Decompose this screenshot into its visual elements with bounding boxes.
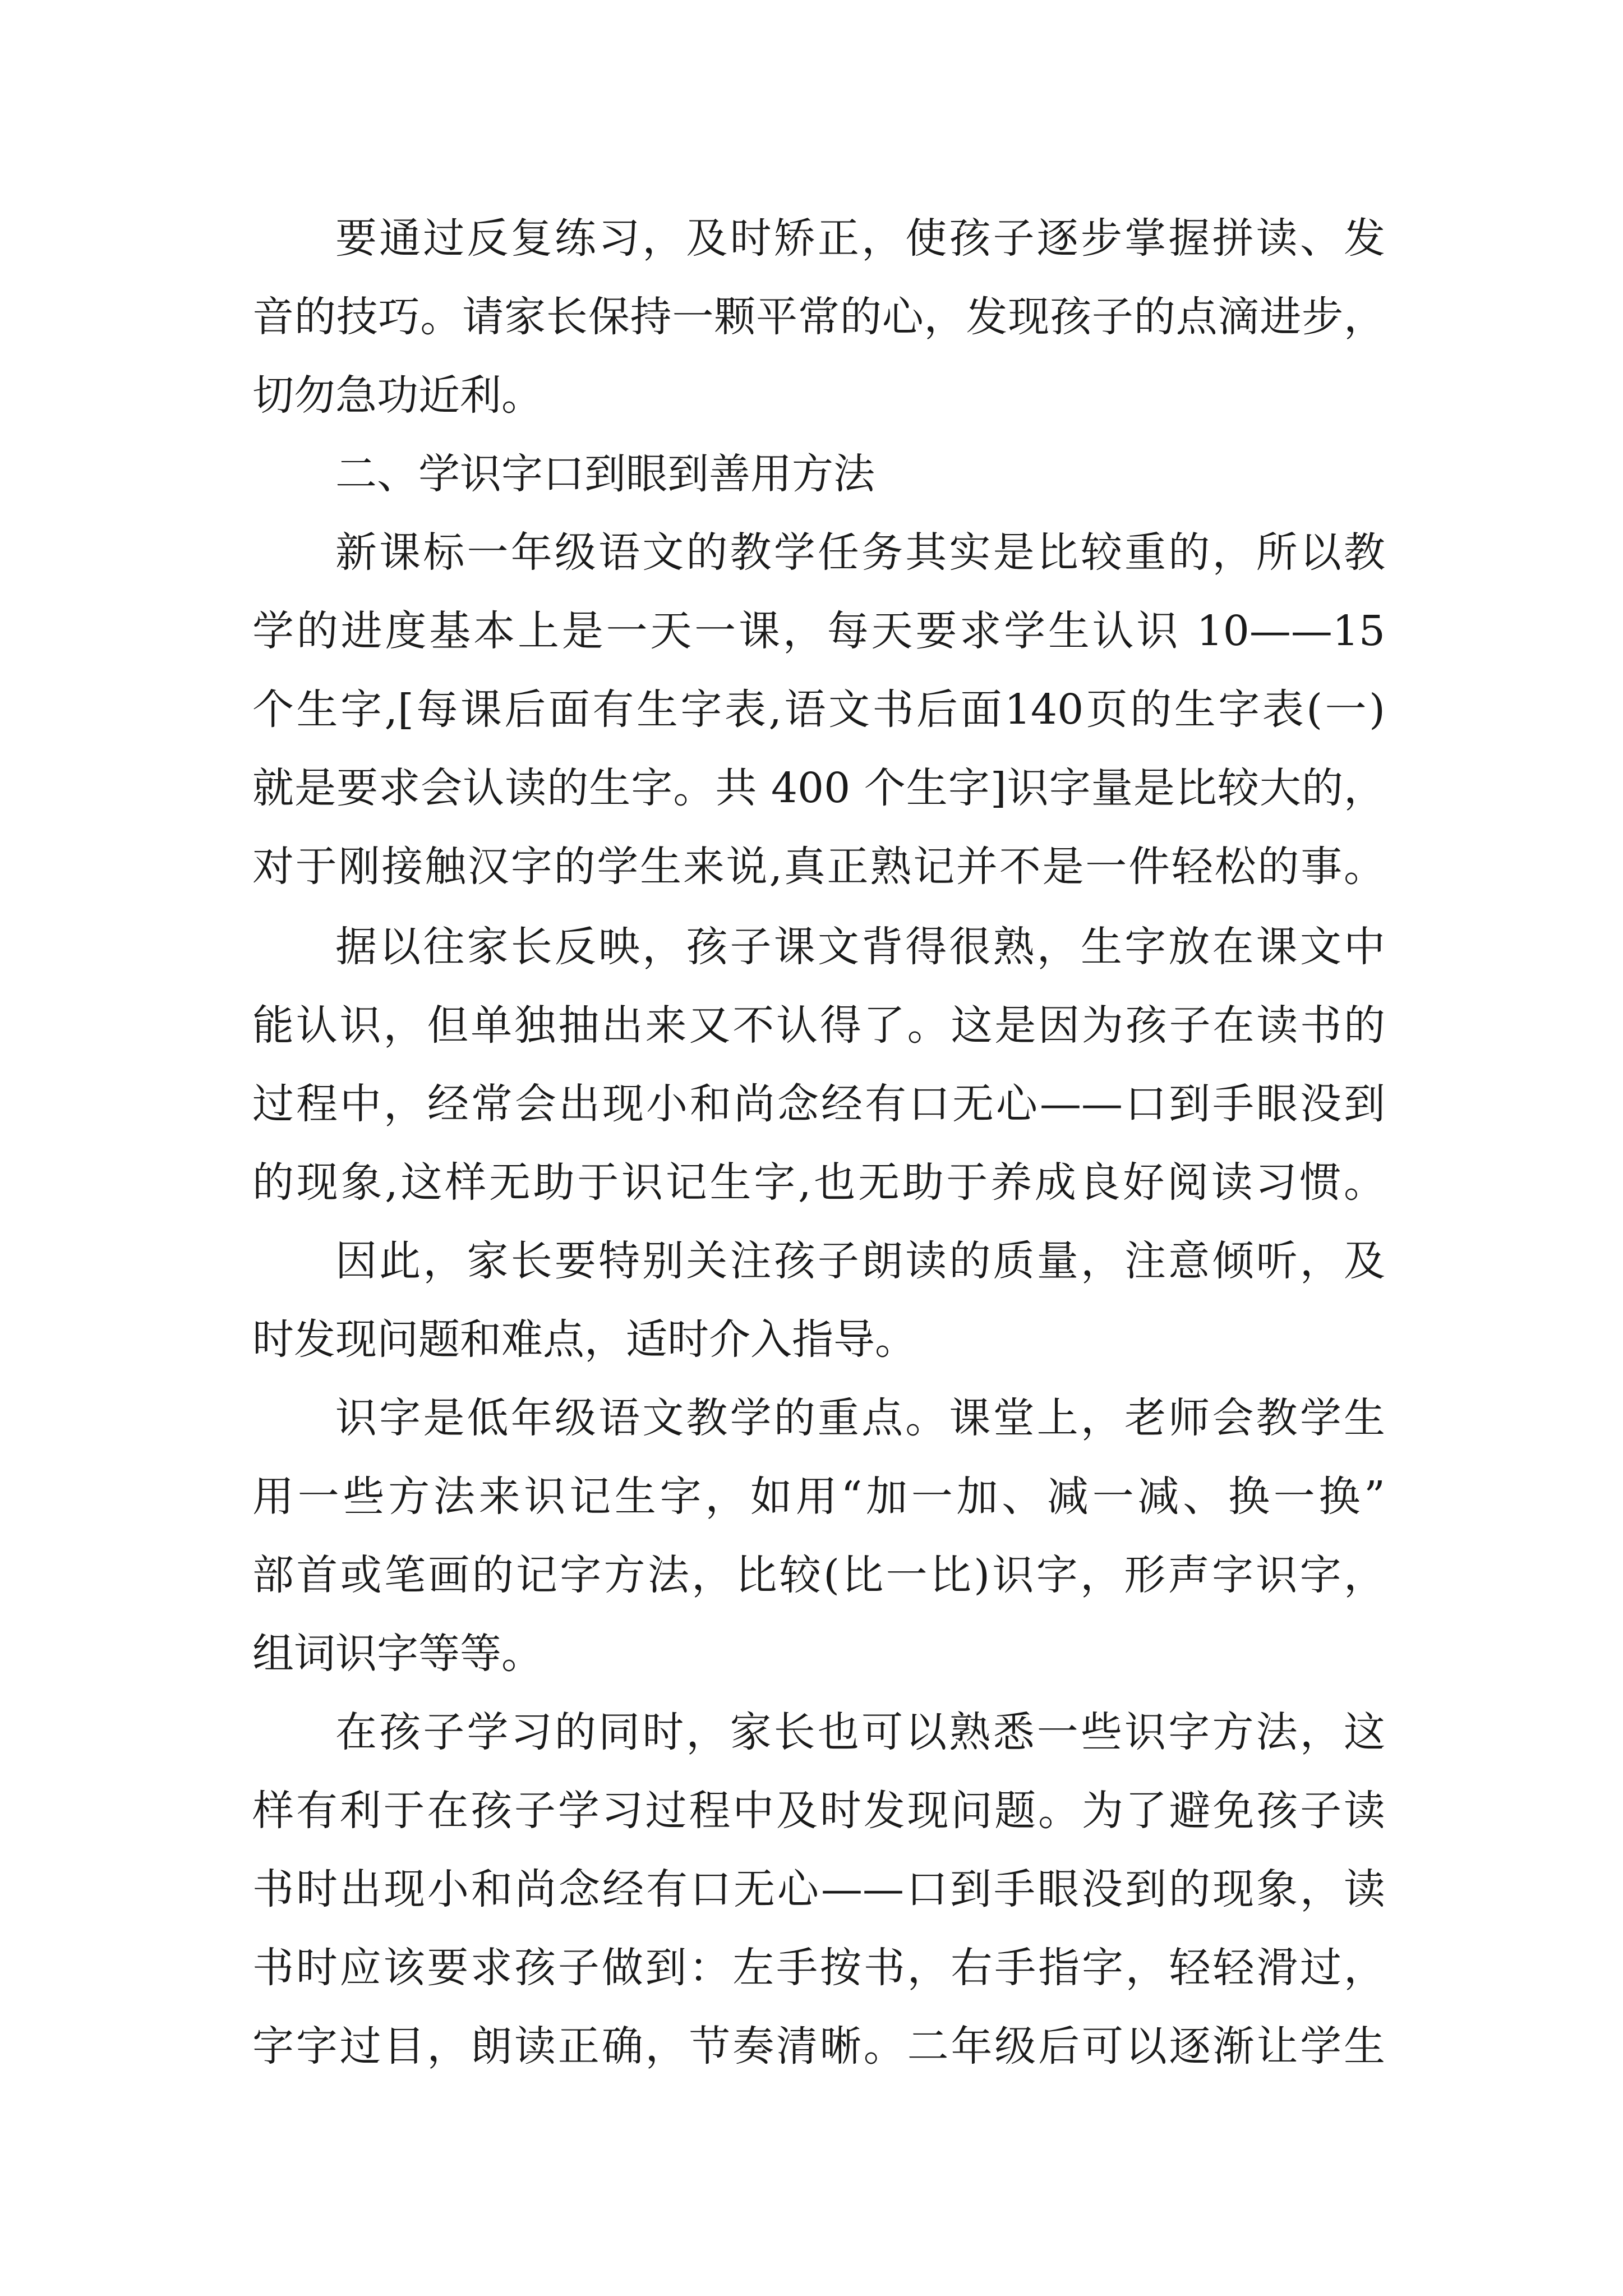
text-line: 能认识，但单独抽出来又不认得了。这是因为孩子在读书的 (252, 1001, 1385, 1050)
text-line: 新课标一年级语文的教学任务其实是比较重的，所以教 (335, 528, 1385, 577)
text-line: 在孩子学习的同时，家长也可以熟悉一些识字方法，这 (335, 1708, 1385, 1756)
text-line: 书时应该要求孩子做到：左手按书，右手指字，轻轻滑过， (252, 1944, 1385, 1992)
text-line: 时发现问题和难点，适时介入指导。 (252, 1315, 916, 1364)
text-line: 样有利于在孩子学习过程中及时发现问题。为了避免孩子读 (252, 1787, 1385, 1835)
text-line: 字字过目，朗读正确，节奏清晰。二年级后可以逐渐让学生 (252, 2022, 1385, 2070)
text-line: 切勿急功近利。 (252, 371, 543, 420)
text-line: 就是要求会认读的生字。共 400 个生字]识字量是比较大的， (252, 764, 1385, 812)
text-line: 据以往家长反映，孩子课文背得很熟，生字放在课文中 (335, 923, 1385, 971)
text-line: 要通过反复练习，及时矫正，使孩子逐步掌握拼读、发 (335, 214, 1385, 263)
text-line: 书时出现小和尚念经有口无心——口到手眼没到的现象，读 (252, 1865, 1385, 1913)
text-line: 部首或笔画的记字方法，比较(比一比)识字，形声字识字， (252, 1551, 1385, 1599)
text-line: 的现象,这样无助于识记生字,也无助于养成良好阅读习惯。 (252, 1158, 1385, 1207)
text-line: 因此，家长要特别关注孩子朗读的质量，注意倾听，及 (335, 1237, 1385, 1285)
text-line: 学的进度基本上是一天一课，每天要求学生认识 10——15 (252, 607, 1385, 655)
text-line: 个生字,[每课后面有生字表,语文书后面140页的生字表(一) (252, 685, 1385, 734)
text-line: 二、学识字口到眼到善用方法 (335, 450, 875, 498)
text-line: 用一些方法来识记生字，如用“加一加、减一减、换一换” (252, 1473, 1385, 1521)
text-line: 音的技巧。请家长保持一颗平常的心，发现孩子的点滴进步， (252, 293, 1385, 341)
text-line: 过程中，经常会出现小和尚念经有口无心——口到手眼没到 (252, 1080, 1385, 1128)
text-line: 组词识字等等。 (252, 1630, 543, 1678)
text-line: 对于刚接触汉字的学生来说,真正熟记并不是一件轻松的事。 (252, 843, 1385, 891)
text-line: 识字是低年级语文教学的重点。课堂上，老师会教学生 (335, 1394, 1385, 1442)
